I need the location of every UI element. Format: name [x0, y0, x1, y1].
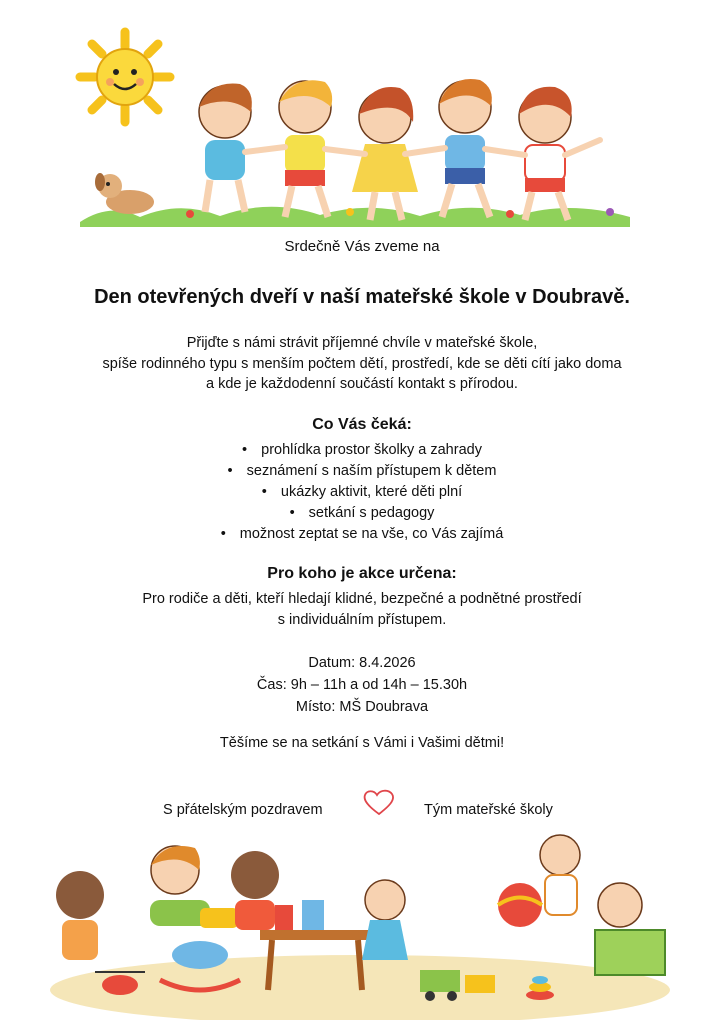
- heart-icon: [360, 787, 398, 817]
- list-item: • ukázky aktivit, které děti plní: [0, 482, 724, 503]
- event-date: Datum: 8.4.2026: [308, 655, 416, 671]
- sun-icon: [80, 32, 170, 122]
- description: [0, 333, 724, 395]
- signature-greeting: S přátelským pozdravem: [163, 802, 323, 818]
- signature-team: Tým mateřské školy: [424, 802, 553, 818]
- event-info: [0, 652, 724, 718]
- list-item: • prohlídka prostor školky a zahrady: [0, 440, 724, 461]
- page-title: Den otevřených dveří v naší mateřské škole v Doubravě.: [94, 286, 630, 308]
- list-item: • možnost zeptat se na vše, co Vás zajímá: [0, 524, 724, 545]
- closing-line: Těšíme se na setkání s Vámi i Vašimi dětmi!: [219, 735, 505, 751]
- list-item: • seznámení s naším přístupem k dětem: [0, 461, 724, 482]
- description-line: a kde je každodenní součástí kontakt s přírodou.: [206, 376, 518, 392]
- for-text: [0, 589, 724, 630]
- for-heading: Pro koho je akce určena:: [267, 565, 457, 582]
- toys-illustration: [40, 830, 680, 1020]
- list-item: • setkání s pedagogy: [0, 503, 724, 524]
- what-heading: Co Vás čeká:: [312, 416, 412, 433]
- description-line: Přijďte s námi strávit příjemné chvíle v mateřské škole,: [186, 335, 538, 351]
- for-text-line: s individuálním přístupem.: [277, 611, 447, 628]
- invite-intro: Srdečně Vás zveme na: [284, 238, 440, 255]
- what-list: [0, 440, 724, 545]
- event-time: Čas: 9h – 11h a od 14h – 15.30h: [256, 677, 468, 693]
- event-place: Místo: MŠ Doubrava: [295, 699, 429, 715]
- description-line: spíše rodinného typu s menším počtem dětí, prostředí, kde se děti cítí jako doma: [102, 355, 622, 372]
- children-illustration: [70, 22, 650, 227]
- for-text-line: Pro rodiče a děti, kteří hledají klidné, bezpečné a podnětné prostředí: [142, 591, 582, 607]
